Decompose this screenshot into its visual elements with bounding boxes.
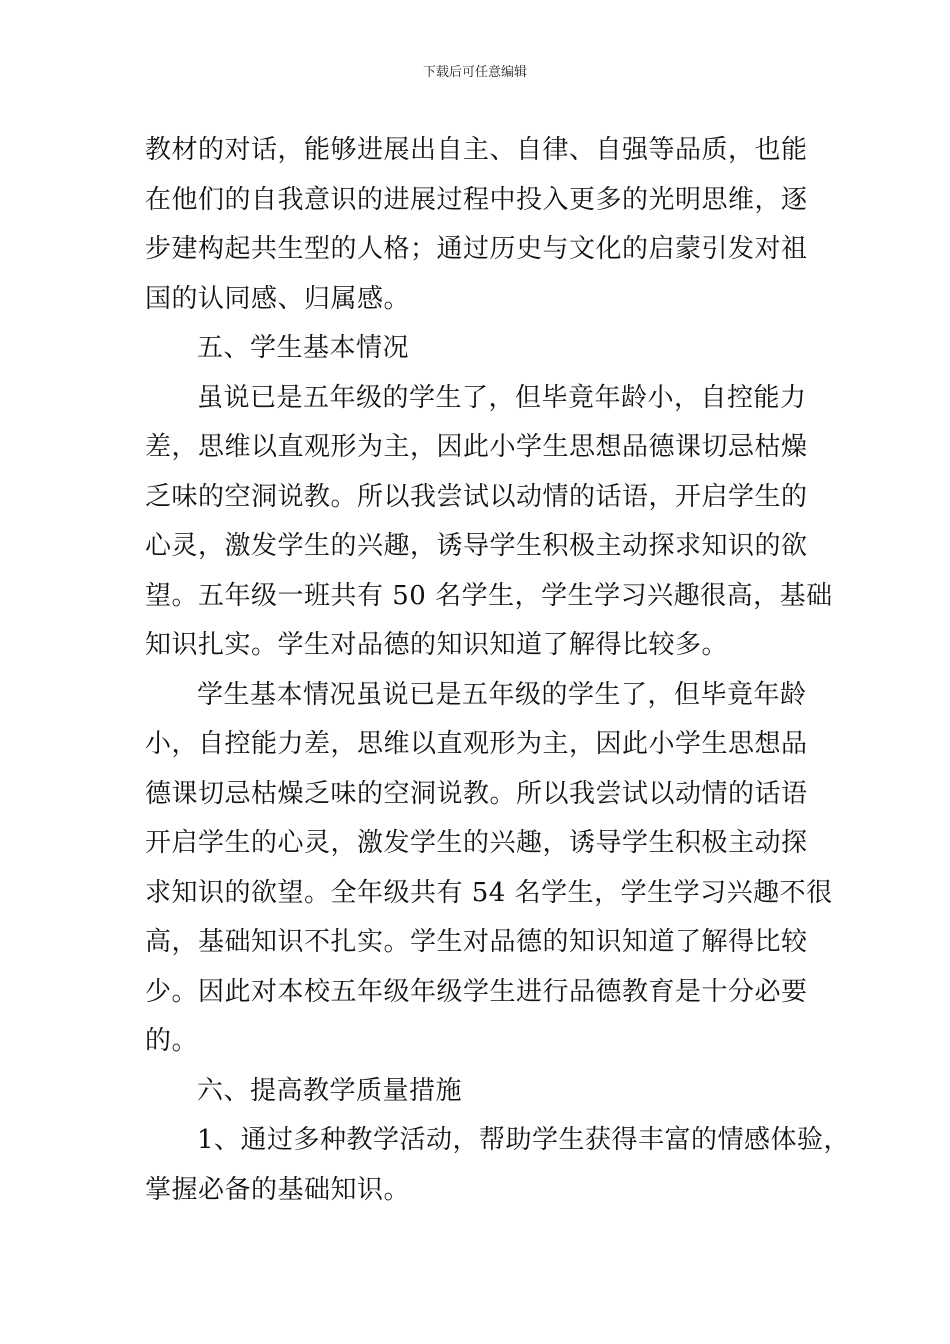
text-line: 掌握必备的基础知识。 <box>145 1174 411 1205</box>
text-line: 教材的对话，能够进展出自主、自律、自强等品质，也能 <box>145 135 808 165</box>
text-line: 求知识的欲望。全年级共有 54 名学生，学生学习兴趣不很 <box>145 877 833 908</box>
text-line: 心灵，激发学生的兴趣，诱导学生积极主动探求知识的欲 <box>145 531 808 561</box>
text-line: 知识扎实。学生对品德的知识知道了解得比较多。 <box>145 630 729 660</box>
section-heading: 六、提高教学质量措施 <box>197 1075 463 1106</box>
paragraph-student-situation <box>145 374 833 671</box>
section-heading-quality-measures <box>145 1067 810 1117</box>
document-body <box>145 126 851 1215</box>
text-line: 高，基础知识不扎实。学生对品德的知识知道了解得比较 <box>145 927 808 957</box>
paragraph-measure-1 <box>145 1116 851 1215</box>
text-line: 虽说已是五年级的学生了，但毕竟年龄小，自控能力 <box>197 382 807 413</box>
text-line: 1、通过多种教学活动，帮助学生获得丰富的情感体验， <box>197 1125 851 1155</box>
section-heading-student-situation <box>145 324 810 374</box>
text-line: 小，自控能力差，思维以直观形为主，因此小学生思想品 <box>145 729 808 759</box>
paragraph-continued-text <box>145 126 810 324</box>
text-line: 德课切忌枯燥乏味的空洞说教。所以我尝试以动情的话语 <box>145 778 808 809</box>
text-line: 少。因此对本校五年级年级学生进行品德教育是十分必要 <box>145 976 808 1007</box>
text-line: 望。五年级一班共有 50 名学生，学生学习兴趣很高，基础 <box>145 580 833 611</box>
text-line: 的。 <box>145 1026 199 1056</box>
text-line: 乏味的空洞说教。所以我尝试以动情的话语，开启学生的 <box>145 481 808 512</box>
text-line: 差，思维以直观形为主，因此小学生思想品德课切忌枯燥 <box>145 432 808 462</box>
text-line: 开启学生的心灵，激发学生的兴趣，诱导学生积极主动探 <box>145 828 808 858</box>
text-line: 学生基本情况虽说已是五年级的学生了，但毕竟年龄 <box>197 679 807 710</box>
page-header-note: 下载后可任意编辑 <box>422 65 527 80</box>
text-line: 国的认同感、归属感。 <box>145 283 411 314</box>
text-line: 在他们的自我意识的进展过程中投入更多的光明思维，逐 <box>145 184 808 215</box>
text-line: 步建构起共生型的人格；通过历史与文化的启蒙引发对祖 <box>145 234 808 264</box>
paragraph-grade-situation <box>145 671 833 1067</box>
section-heading: 五、学生基本情况 <box>197 333 410 363</box>
